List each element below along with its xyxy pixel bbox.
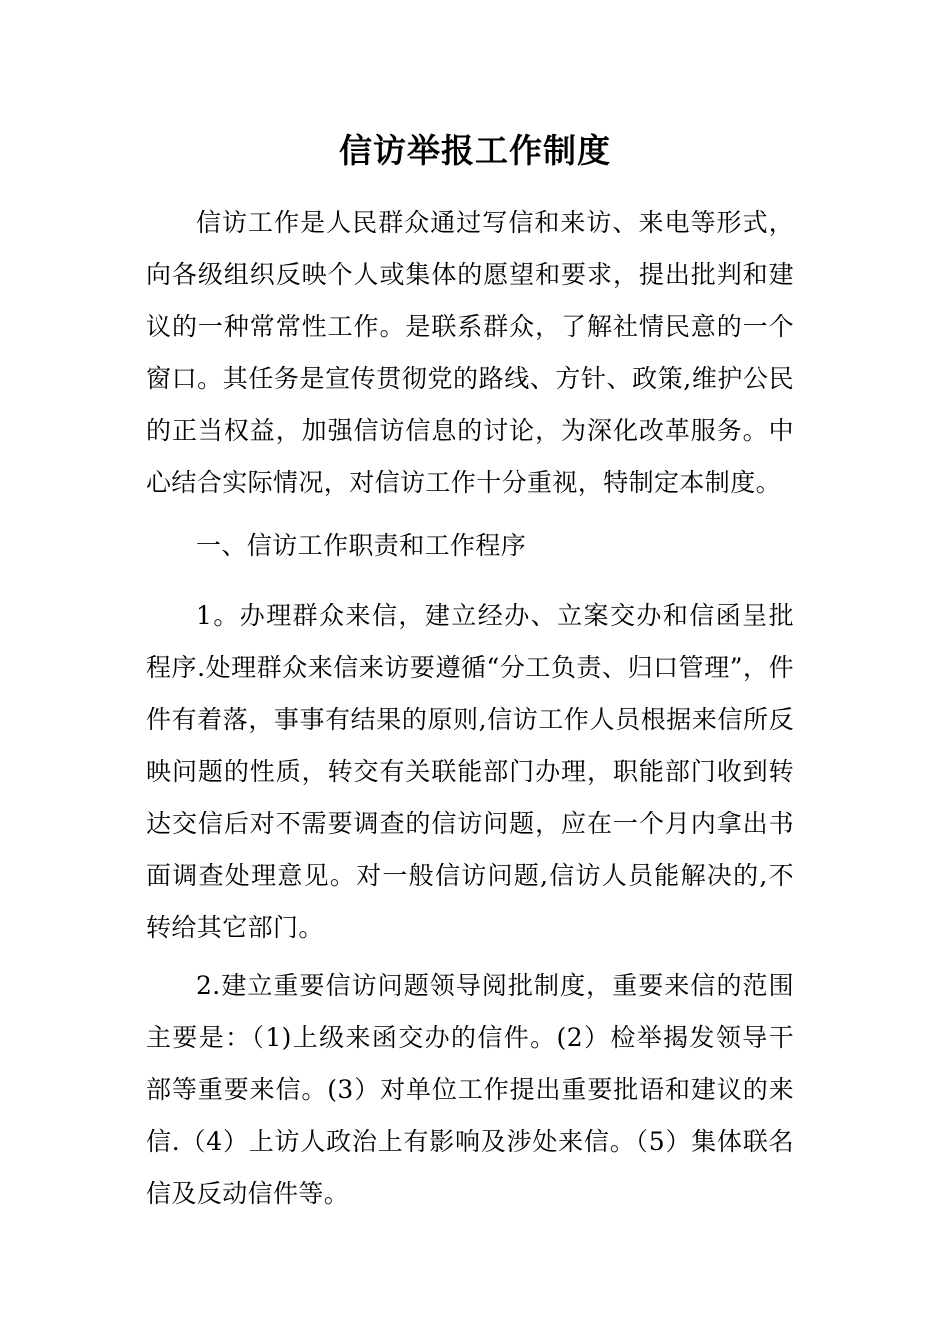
paragraph-item-2: 2.建立重要信访问题领导阅批制度，重要来信的范围主要是：（1)上级来函交办的信件。(2）检举揭发领导干部等重要来信。(3）对单位工作提出重要批语和建议的来信.（4）上访人政治上有影响及涉处来信。（5）集体联名信及反动信件等。: [146, 971, 794, 1208]
page-title: 信访举报工作制度: [339, 131, 611, 170]
paragraph-item-1: 1。办理群众来信，建立经办、立案交办和信函呈批程序.处理群众来信来访要遵循“分工负责、归口管理”，件件有着落，事事有结果的原则,信访工作人员根据来信所反映问题的性质，转交有关联能部门办理，职能部门收到转达交信后对不需要调查的信访问题，应在一个月内拿出书面调查处理意见。对一般信访问题,信访人员能解决的,不转给其它部门。: [146, 601, 794, 942]
paragraph-intro: 信访工作是人民群众通过写信和来访、来电等形式，向各级组织反映个人或集体的愿望和要求，提出批判和建议的一种常常性工作。是联系群众，了解社情民意的一个窗口。其任务是宣传贯彻党的路线、方针、政策,维护公民的正当权益，加强信访信息的讨论，为深化改革服务。中心结合实际情况，对信访工作十分重视，特制定本制度。: [146, 208, 794, 497]
section-heading-1: 一、信访工作职责和工作程序: [196, 531, 527, 560]
